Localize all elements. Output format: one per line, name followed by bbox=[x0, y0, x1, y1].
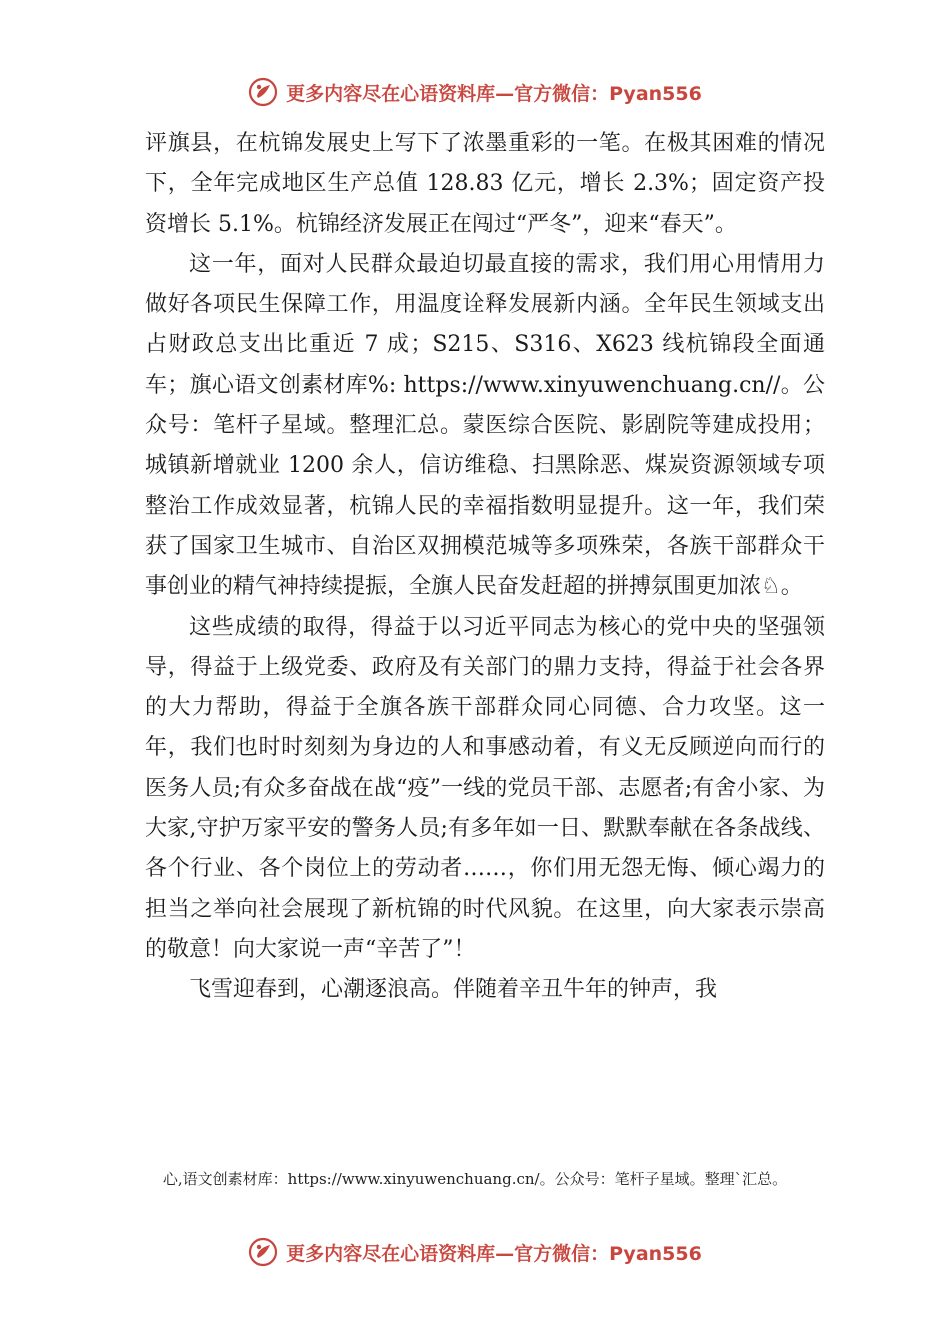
paragraph-1: 评旗县，在杭锦发展史上写下了浓墨重彩的一笔。在极其困难的情况下，全年完成地区生产总值 128.83 亿元，增长 2.3%；固定资产投资增长 5.1%。杭锦经济发展正在闯过“严冬”，迎来“春天”。 bbox=[145, 131, 825, 237]
paragraph-2: 这一年，面对人民群众最迫切最直接的需求，我们用心用情用力做好各项民生保障工作，用温度诠释发展新内涵。全年民生领域支出占财政总支出比重近 7 成；S215、S316、X623 线杭锦段全面通车；旗心语文创素材库%: https://www.xinyuwenchuang.cn//。公众号：笔杆子星域。整理汇总。蒙医综合医院、影剧院等建成投用；城镇新增就业 1200 余人，信访维稳、扫黑除恶、煤炭资源领域专项整治工作成效显著，杭锦人民的幸福指数明显提升。这一年，我们荣获了国家卫生城市、自治区双拥模范城等多项殊荣，各族干部群众干事创业的精气神持续提振，全旗人民奋发赶超的拼搏氛围更加浓♘。 bbox=[145, 251, 825, 600]
logo-icon bbox=[248, 77, 278, 107]
header-banner bbox=[0, 70, 950, 114]
paragraph-4: 飞雪迎春到，心潮逐浪高。伴随着辛丑牛年的钟声，我 bbox=[189, 977, 718, 1003]
footer-note: 心,语文创素材库：https://www.xinyuwenchuang.cn/。公众号：笔杆子星域。整理`汇总。 bbox=[162, 1170, 788, 1188]
footer-banner bbox=[0, 1230, 950, 1274]
banner-text: 更多内容尽在心语资料库—官方微信：Pyan556 bbox=[286, 1242, 702, 1265]
document-body bbox=[145, 124, 825, 1011]
banner-text: 更多内容尽在心语资料库—官方微信：Pyan556 bbox=[286, 82, 702, 105]
logo-icon bbox=[248, 1237, 278, 1267]
paragraph-3: 这些成绩的取得，得益于以习近平同志为核心的党中央的坚强领导，得益于上级党委、政府及有关部门的鼎力支持，得益于社会各界的大力帮助，得益于全旗各族干部群众同心同德、合力攻坚。这一年，我们也时时刻刻为身边的人和事感动着，有义无反顾逆向而行的医务人员;有众多奋战在战“疫”一线的党员干部、志愿者;有舍小家、为大家,守护万家平安的警务人员;有多年如一日、默默奉献在各条战线、各个行业、各个岗位上的劳动者……，你们用无怨无悔、倾心竭力的担当之举向社会展现了新杭锦的时代风貌。在这里，向大家表示崇高的敬意！向大家说一声“辛苦了”！ bbox=[145, 614, 825, 962]
